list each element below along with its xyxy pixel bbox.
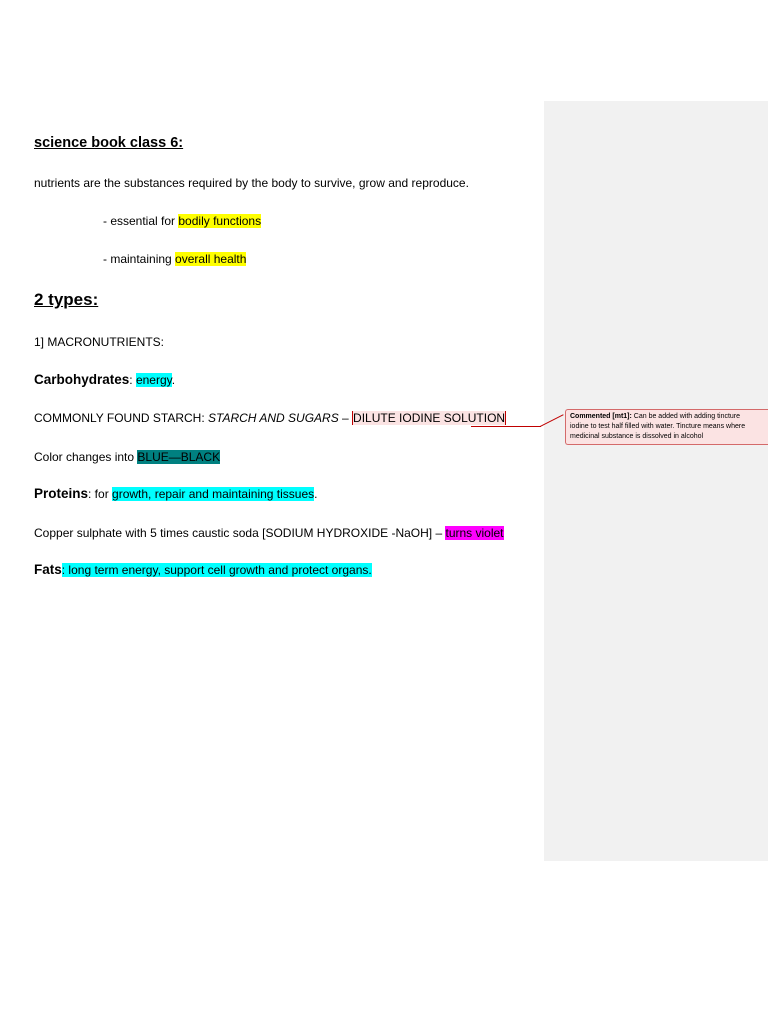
color-change-line — [34, 449, 220, 465]
starch-prefix: COMMONLY FOUND STARCH: — [34, 411, 209, 425]
color-change-highlight: BLUE—BLACK — [137, 450, 221, 464]
copper-prefix: Copper sulphate with 5 times caustic soda [SODIUM HYDROXIDE -NaOH] – — [34, 526, 446, 540]
comment-pane — [544, 101, 768, 861]
proteins-highlight: growth, repair and maintaining tissues — [112, 487, 315, 501]
comment-first-line — [570, 412, 768, 422]
bullet-essential — [103, 213, 261, 229]
proteins-line — [34, 486, 317, 502]
fats-label: Fats — [34, 562, 62, 577]
bullet-maintaining-prefix: - maintaining — [103, 252, 176, 266]
proteins-suffix: . — [314, 487, 318, 501]
comment-text-line2: iodine to test half filled with water. Tincture means where — [570, 423, 746, 430]
fats-line — [34, 562, 372, 578]
types-heading: 2 types: — [34, 290, 99, 309]
document-title: science book class 6: — [34, 135, 184, 151]
bullet-essential-highlight: bodily functions — [178, 214, 262, 228]
bullet-maintaining — [103, 251, 246, 267]
bullet-essential-prefix: - essential for — [103, 214, 179, 228]
comment-text-line3: medicinal substance is dissolved in alcohol — [570, 433, 704, 440]
comment-anchor-text[interactable]: DILUTE IODINE SOLUTION — [353, 411, 506, 425]
starch-line — [34, 410, 506, 426]
color-change-prefix: Color changes into — [34, 450, 138, 464]
proteins-label: Proteins — [34, 486, 89, 501]
macronutrients-heading: 1] MACRONUTRIENTS: — [34, 335, 165, 349]
carbohydrates-suffix: . — [171, 373, 176, 387]
fats-highlight: : long term energy, support cell growth and protect organs. — [61, 563, 372, 577]
comment-author: Commented [mt1]: — [570, 413, 632, 420]
comment-balloon[interactable] — [565, 409, 768, 445]
carbohydrates-highlight: energy — [135, 373, 172, 387]
starch-italic: STARCH AND SUGARS — [208, 411, 339, 425]
comment-connector-line — [471, 426, 541, 427]
copper-highlight: turns violet — [445, 526, 504, 540]
carbohydrates-line — [34, 372, 175, 388]
starch-dash: – — [338, 411, 353, 425]
carbohydrates-label: Carbohydrates — [34, 372, 130, 387]
intro-paragraph: nutrients are the substances required by the body to survive, grow and reproduce. — [34, 176, 469, 190]
copper-line — [34, 525, 504, 541]
comment-text-line1: Can be added with adding tincture — [631, 413, 741, 420]
carbohydrates-sep: : — [129, 373, 136, 387]
proteins-mid: : for — [88, 487, 113, 501]
bullet-maintaining-highlight: overall health — [175, 252, 247, 266]
